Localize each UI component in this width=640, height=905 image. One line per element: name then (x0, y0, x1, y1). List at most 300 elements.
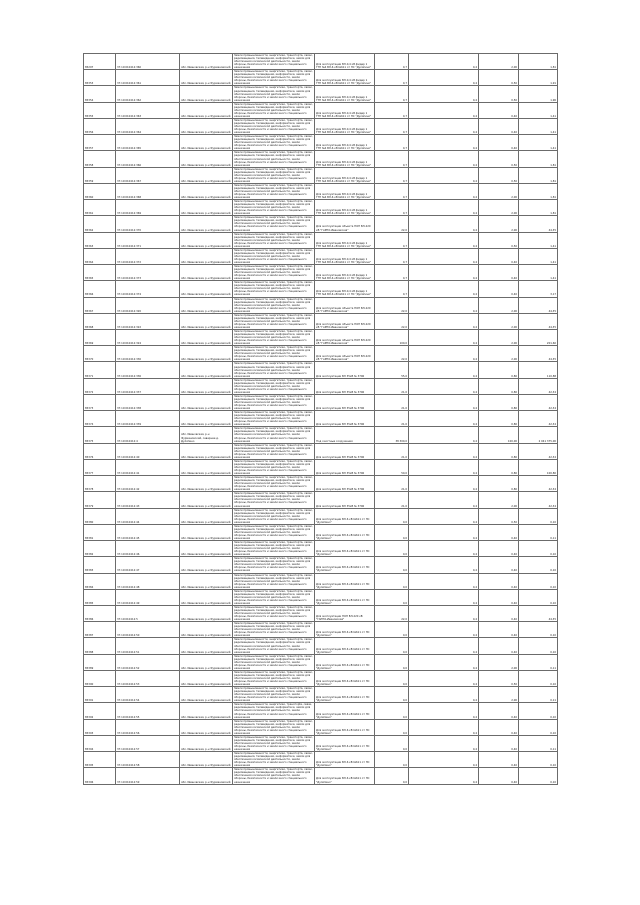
area-cell: 22,0 (375, 313, 409, 329)
rate-cell: 0,4 (409, 394, 479, 410)
coefficient-cell: 2,00 (479, 54, 519, 70)
row-number-cell: 85358 (84, 151, 116, 167)
cadastral-number-cell: 37:19:010412:372 (116, 248, 180, 264)
area-cell: 0,0 (375, 508, 409, 524)
cadastral-number-cell: 37:19:010412:363 (116, 102, 180, 118)
table-row (84, 118, 558, 134)
land-category-cell: Земли промышленности, энергетики, транспорта, связи, радиовещания, телевидения, информатики, земли для обеспечения космической деятельности, земли обороны, безопасности и земли иного специального назначения (234, 86, 313, 102)
permitted-use-cell: Для эксплуатации ВЛ-0,4 кВ фидер 1 ГТП №4 ВЛ-6 кВ №611 от ПС "Дуляпино" (315, 54, 375, 70)
permitted-use-cell: Для эксплуатации ВЛ-0,4 кВ фидер 1 ГТП №4 ВЛ-6 кВ №611 от ПС "Дуляпино" (315, 135, 375, 151)
coefficient-cell: 0,40 (479, 703, 519, 719)
amount-cell: 0,10 (519, 638, 558, 654)
table-row (84, 102, 558, 118)
amount-cell: 42,34 (519, 411, 558, 427)
coefficient-cell: 0,40 (479, 622, 519, 638)
amount-cell: 100,80 (519, 459, 558, 475)
address-cell: обл. Ивановская, р-н Фурмановский (180, 54, 233, 70)
permitted-use-cell: Для эксплуатации объекта ПОП ВЛ-220 кВ "ГАРПО-Ивановская" (315, 329, 375, 345)
area-cell: 0,7 (375, 151, 409, 167)
address-cell: обл. Ивановская, р-н Фурмановский (180, 281, 233, 297)
land-category-cell: Земли промышленности, энергетики, транспорта, связи, радиовещания, телевидения, информатики, земли для обеспечения космической деятельности, земли обороны, безопасности и земли иного специального назначения (234, 183, 313, 200)
address-cell: обл. Ивановская, р-н Фурмановский (180, 768, 233, 784)
table-row (84, 752, 558, 768)
land-category-cell: Земли промышленности, энергетики, транспорта, связи, радиовещания, телевидения, информатики, земли для обеспечения космической деятельности, земли обороны, безопасности и земли иного специального назначения (234, 752, 313, 768)
rate-cell: 0,4 (409, 670, 479, 686)
land-category-cell: Земли промышленности, энергетики, транспорта, связи, радиовещания, телевидения, информатики, земли для обеспечения космической деятельности, земли обороны, безопасности и земли иного специального назначения (234, 265, 313, 281)
permitted-use-cell: Для эксплуатации ВЛ-0,4 кВ фидер 1 ГТП №4 ВЛ-6 кВ №611 от ПС "Дуляпино" (315, 183, 375, 199)
cadastral-number-cell: 37:19:010412:49 (116, 589, 180, 605)
area-cell: 0,0 (375, 638, 409, 654)
address-cell: обл. Ивановская, р-н Фурмановский (180, 118, 233, 134)
table-row (84, 605, 558, 621)
cadastral-number-cell: 37:19:010412:362 (116, 86, 180, 102)
address-cell: обл. Ивановская, р-н Фурмановский (180, 752, 233, 768)
table-row (84, 703, 558, 719)
rate-cell: 0,4 (409, 541, 479, 557)
table-row (84, 589, 558, 605)
amount-cell: 0,10 (519, 719, 558, 735)
coefficient-cell: 0,40 (479, 768, 519, 784)
permitted-use-cell: Для эксплуатации объекта ПОП ВЛ-220 кВ "ГАРПО-Ивановская" (315, 216, 375, 232)
table-row (84, 232, 558, 248)
rate-cell: 0,4 (409, 200, 479, 216)
rate-cell: 0,4 (409, 297, 479, 313)
rate-cell: 0,4 (409, 411, 479, 427)
row-number-cell: 85361 (84, 200, 116, 216)
address-cell: обл. Ивановская, р-н Фурмановский (180, 200, 233, 216)
table-row (84, 459, 558, 475)
amount-cell: 44,35 (519, 313, 558, 329)
land-category-cell: Земли промышленности, энергетики, транспорта, связи, радиовещания, телевидения, информатики, земли для обеспечения космической деятельности, земли обороны, безопасности и земли иного специального назначения (234, 346, 313, 362)
row-number-cell: 85380 (84, 508, 116, 524)
land-category-cell: Земли промышленности, энергетики, транспорта, связи, радиовещания, телевидения, информатики, земли для обеспечения космической деятельности, земли обороны, безопасности и земли иного специального назначения (234, 735, 313, 752)
permitted-use-cell: Для эксплуатации ВЛ 35кВ № 3706 (315, 394, 375, 410)
table-row (84, 378, 558, 394)
rate-cell: 0,4 (409, 605, 479, 621)
permitted-use-cell: Для эксплуатации ВЛ-0,4 кВ фидер 1 ГТП №4 ВЛ-6 кВ №611 от ПС "Дуляпино" (315, 232, 375, 248)
area-cell: 0,0 (375, 589, 409, 605)
cadastral-number-cell: 37:19:010412:43 (116, 492, 180, 508)
cadastral-number-cell: 37:19:010412:374 (116, 281, 180, 297)
rate-cell: 0,4 (409, 443, 479, 459)
coefficient-cell: 100,00 (479, 427, 519, 443)
land-category-cell: Земли промышленности, энергетики, транспорта, связи, радиовещания, телевидения, информатики, земли для обеспечения космической деятельности, земли обороны, безопасности и земли иного специального назначения (234, 654, 313, 670)
permitted-use-cell: Для эксплуатации ВЛ-6 кВ №611 от ПС "Дуляпино" (315, 719, 375, 735)
table-row (84, 86, 558, 102)
land-category-cell: Земли промышленности, энергетики, транспорта, связи, радиовещания, телевидения, информатики, земли для обеспечения космической деятельности, земли обороны, безопасности и земли иного специального назначения (234, 378, 313, 394)
amount-cell: 1,81 (519, 183, 558, 199)
amount-cell: 44,35 (519, 216, 558, 232)
coefficient-cell: 2,00 (479, 687, 519, 703)
table-row (84, 768, 558, 784)
land-category-cell: Земли промышленности, энергетики, транспорта, связи, радиовещания, телевидения, информатики, земли для обеспечения космической деятельности, земли обороны, безопасности и земли иного специального назначения (234, 589, 313, 605)
table-row (84, 670, 558, 686)
rate-cell: 0,4 (409, 687, 479, 703)
table-row (84, 557, 558, 573)
row-number-cell: 85381 (84, 524, 116, 540)
address-cell: обл. Ивановская, р-н Фурмановский (180, 735, 233, 751)
row-number-cell: 85383 (84, 557, 116, 573)
amount-cell: 44,35 (519, 605, 558, 621)
amount-cell: 1,41 (519, 265, 558, 281)
table-row (84, 654, 558, 670)
land-category-cell: Земли промышленности, энергетики, транспорта, связи, радиовещания, телевидения, информатики, земли для обеспечения космической деятельности, земли обороны, безопасности и земли иного специального назначения (234, 768, 313, 784)
area-cell: 0,0 (375, 524, 409, 540)
row-number-cell: 85386 (84, 605, 116, 621)
land-category-cell: Земли промышленности, энергетики, транспорта, связи, радиовещания, телевидения, информатики, земли для обеспечения космической деятельности, земли обороны, безопасности и земли иного специального назначения (234, 118, 313, 135)
coefficient-cell: 2,00 (479, 329, 519, 345)
permitted-use-cell: Для эксплуатации ВЛ-0,4 кВ фидер 1 ГТП №4 ВЛ-6 кВ №611 от ПС "Дуляпино" (315, 248, 375, 264)
amount-cell: 0,10 (519, 768, 558, 784)
amount-cell: 1,96 (519, 86, 558, 102)
area-cell: 100,0 (375, 329, 409, 345)
cadastral-number-cell: 37:19:010412:46 (116, 541, 180, 557)
cadastral-number-cell: 37:19:010412:365 (116, 135, 180, 151)
row-number-cell: 85390 (84, 670, 116, 686)
permitted-use-cell: Для эксплуатации ВЛ-6 кВ №611 от ПС "Дуляпино" (315, 654, 375, 670)
cadastral-number-cell: 37:19:010412:50 (116, 622, 180, 638)
coefficient-cell: 2,00 (479, 216, 519, 232)
row-number-cell: 85355 (84, 102, 116, 118)
row-number-cell: 85385 (84, 589, 116, 605)
land-category-cell: Земли промышленности, энергетики, транспорта, связи, радиовещания, телевидения, информатики, земли для обеспечения космической деятельности, земли обороны, безопасности и земли иного специального назначения (234, 541, 313, 557)
land-category-cell: Земли промышленности, энергетики, транспорта, связи, радиовещания, телевидения, информатики, земли для обеспечения космической деятельности, земли обороны, безопасности и земли иного специального назначения (234, 508, 313, 524)
amount-cell: 42,34 (519, 443, 558, 459)
land-plots-table (83, 53, 558, 785)
address-cell: обл. Ивановская, р-н Фурмановский (180, 216, 233, 232)
rate-cell: 0,4 (409, 589, 479, 605)
cadastral-number-cell: 37:19:010412:337 (116, 378, 180, 394)
table-row (84, 492, 558, 508)
coefficient-cell: 2,00 (479, 297, 519, 313)
area-cell: 0,0 (375, 752, 409, 768)
coefficient-cell: 2,00 (479, 492, 519, 508)
land-category-cell: Земли промышленности, энергетики, транспорта, связи, радиовещания, телевидения, информатики, земли для обеспечения космической деятельности, земли обороны, безопасности и земли иного специального назначения (234, 151, 313, 167)
amount-cell: 44,35 (519, 297, 558, 313)
cadastral-number-cell: 37:19:010412:51 (116, 638, 180, 654)
land-category-cell: Земли промышленности, энергетики, транспорта, связи, радиовещания, телевидения, информатики, земли для обеспечения космической деятельности, земли обороны, безопасности и земли иного специального назначения (234, 394, 313, 411)
cadastral-number-cell: 37:19:010412:57 (116, 735, 180, 751)
area-cell: 0,0 (375, 573, 409, 589)
area-cell: 0,0 (375, 687, 409, 703)
coefficient-cell: 0,40 (479, 752, 519, 768)
rate-cell: 0,4 (409, 265, 479, 281)
amount-cell: 0,11 (519, 687, 558, 703)
coefficient-cell: 0,50 (479, 232, 519, 248)
coefficient-cell: 0,80 (479, 476, 519, 492)
cadastral-number-cell: 37:19:010412:320 (116, 297, 180, 313)
amount-cell: 0,11 (519, 654, 558, 670)
cadastral-number-cell: 37:19:010412:368 (116, 183, 180, 199)
cadastral-number-cell: 37:19:010412:47 (116, 557, 180, 573)
land-category-cell: Земли промышленности, энергетики, транспорта, связи, радиовещания, телевидения, информатики, земли для обеспечения космической деятельности, земли обороны, безопасности и земли иного специального назначения (234, 281, 313, 297)
table-row (84, 394, 558, 410)
rate-cell: 0,4 (409, 703, 479, 719)
table-row (84, 329, 558, 345)
table-row (84, 281, 558, 297)
row-number-cell: 85394 (84, 735, 116, 751)
table-row (84, 476, 558, 492)
coefficient-cell: 0,40 (479, 248, 519, 264)
coefficient-cell: 0,40 (479, 541, 519, 557)
row-number-cell: 85374 (84, 411, 116, 427)
coefficient-cell: 2,00 (479, 200, 519, 216)
row-number-cell: 85378 (84, 476, 116, 492)
cadastral-number-cell: 37:19:010412:55 (116, 703, 180, 719)
coefficient-cell: 0,80 (479, 459, 519, 475)
rate-cell: 0,4 (409, 378, 479, 394)
permitted-use-cell: Для эксплуатации ВЛ 35кВ № 3706 (315, 362, 375, 378)
row-number-cell: 85360 (84, 183, 116, 199)
coefficient-cell: 0,40 (479, 735, 519, 751)
coefficient-cell: 0,40 (479, 102, 519, 118)
rate-cell: 0,4 (409, 118, 479, 134)
permitted-use-cell: Для эксплуатации ВЛ 35кВ № 3706 (315, 378, 375, 394)
cadastral-number-cell: 37:19:010412:56 (116, 719, 180, 735)
cadastral-number-cell: 37:19:010412:361 (116, 70, 180, 86)
rate-cell: 0,4 (409, 313, 479, 329)
area-cell: 0,7 (375, 183, 409, 199)
row-number-cell: 85382 (84, 541, 116, 557)
area-cell: 22,0 (375, 216, 409, 232)
row-number-cell: 85376 (84, 443, 116, 459)
rate-cell: 0,4 (409, 167, 479, 183)
cadastral-number-cell: 37:19:010412:364 (116, 118, 180, 134)
rate-cell: 0,4 (409, 557, 479, 573)
land-category-cell: Земли промышленности, энергетики, транспорта, связи, радиовещания, телевидения, информатики, земли для обеспечения космической деятельности, земли обороны, безопасности и земли иного специального назначения (234, 670, 313, 687)
cadastral-number-cell: 37:19:010412:40 (116, 443, 180, 459)
coefficient-cell: 0,80 (479, 378, 519, 394)
coefficient-cell: 0,40 (479, 605, 519, 621)
amount-cell: 0,10 (519, 557, 558, 573)
row-number-cell: 85379 (84, 492, 116, 508)
row-number-cell: 85368 (84, 313, 116, 329)
area-cell: 0,7 (375, 281, 409, 297)
cadastral-number-cell: 37:19:010412:5 (116, 605, 180, 621)
rate-cell: 0,4 (409, 735, 479, 751)
table-row (84, 508, 558, 524)
address-cell: обл. Ивановская, р-н Фурмановский (180, 476, 233, 492)
permitted-use-cell: Для эксплуатации ВЛ-0,4 кВ фидер 1 ГТП №4 ВЛ-6 кВ №611 от ПС "Дуляпино" (315, 70, 375, 86)
row-number-cell: 85297 (84, 54, 116, 70)
rate-cell: 0,4 (409, 248, 479, 264)
address-cell: обл. Ивановская, р-н Фурмановский (180, 557, 233, 573)
rate-cell: 0,4 (409, 102, 479, 118)
area-cell: 22,0 (375, 346, 409, 362)
address-cell: обл. Ивановская, р-н Фурмановский (180, 670, 233, 686)
row-number-cell: 85371 (84, 362, 116, 378)
address-cell: обл. Ивановская, р-н Фурмановский (180, 508, 233, 524)
address-cell: обл. Ивановская, р-н Фурмановский (180, 86, 233, 102)
cadastral-number-cell: 37:19:010412:42 (116, 476, 180, 492)
amount-cell: 110,88 (519, 362, 558, 378)
coefficient-cell: 0,50 (479, 86, 519, 102)
cadastral-number-cell: 37:19:010412:48 (116, 573, 180, 589)
area-cell: 21,0 (375, 443, 409, 459)
table-row (84, 541, 558, 557)
table-row (84, 735, 558, 751)
rate-cell: 0,4 (409, 768, 479, 784)
permitted-use-cell: Для эксплуатации ВЛ-6 кВ №611 от ПС "Дуляпино" (315, 752, 375, 768)
amount-cell: 1,41 (519, 118, 558, 134)
permitted-use-cell: Для эксплуатации ВЛ-6 кВ №611 от ПС "Дуляпино" (315, 735, 375, 751)
address-cell: обл. Ивановская, р-н Фурмановский (180, 167, 233, 183)
land-category-cell: Земли промышленности, энергетики, транспорта, связи, радиовещания, телевидения, информатики, земли для обеспечения космической деятельности, земли обороны, безопасности и земли иного специального назначения (234, 411, 313, 427)
row-number-cell: 85387 (84, 622, 116, 638)
area-cell: 55,0 (375, 362, 409, 378)
amount-cell: 1,41 (519, 102, 558, 118)
area-cell: 0,0 (375, 541, 409, 557)
permitted-use-cell: Для эксплуатации ВЛ-6 кВ №611 от ПС "Дуляпино" (315, 622, 375, 638)
coefficient-cell: 0,40 (479, 638, 519, 654)
amount-cell: 1,81 (519, 54, 558, 70)
cadastral-number-cell: 37:19:010412:53 (116, 670, 180, 686)
cadastral-number-cell: 37:19:010412:373 (116, 265, 180, 281)
cadastral-number-cell: 37:19:010412:367 (116, 167, 180, 183)
address-cell: обл. Ивановская, р-н Фурмановский (180, 703, 233, 719)
row-number-cell: 85364 (84, 248, 116, 264)
coefficient-cell: 0,50 (479, 508, 519, 524)
rate-cell: 0,4 (409, 329, 479, 345)
rate-cell: 0,4 (409, 86, 479, 102)
amount-cell: 1,41 (519, 248, 558, 264)
coefficient-cell: 2,00 (479, 346, 519, 362)
area-cell: 0,7 (375, 135, 409, 151)
cadastral-number-cell: 37:19:010412:59 (116, 768, 180, 784)
table-row (84, 216, 558, 232)
rate-cell: 0,4 (409, 232, 479, 248)
amount-cell: 42,34 (519, 476, 558, 492)
permitted-use-cell: Для эксплуатации ВЛ-6 кВ №611 от ПС "Дуляпино" (315, 589, 375, 605)
amount-cell: 0,11 (519, 735, 558, 751)
land-category-cell: Земли промышленности, энергетики, транспорта, связи, радиовещания, телевидения, информатики, земли для обеспечения космической деятельности, земли обороны, безопасности и земли иного специального назначения (234, 135, 313, 151)
amount-cell: 0,10 (519, 752, 558, 768)
address-cell: обл. Ивановская, р-н Фурмановский (180, 394, 233, 410)
address-cell: обл. Ивановская, р-н Фурмановский (180, 638, 233, 654)
cadastral-number-cell: 37:19:010412:45 (116, 524, 180, 540)
permitted-use-cell: Для эксплуатации ПОП ВЛ-220 кВ "ГАРПО-Ивановская" (315, 605, 375, 621)
land-category-cell: Земли промышленности, энергетики, транспорта, связи, радиовещания, телевидения, информатики, земли для обеспечения космической деятельности, земли обороны, безопасности и земли иного специального назначения (234, 459, 313, 476)
table-row (84, 573, 558, 589)
permitted-use-cell: Для эксплуатации ВЛ-6 кВ №611 от ПС "Дуляпино" (315, 687, 375, 703)
amount-cell: 0,11 (519, 524, 558, 540)
cadastral-number-cell: 37:19:010412:336 (116, 362, 180, 378)
land-category-cell: Земли промышленности, энергетики, транспорta, связи, радиовещания, телевидения, информатики, земли для обеспечения космической деятельности, земли обороны, безопасности и земли иного специального назначения (233, 703, 315, 719)
permitted-use-cell: Для эксплуатации объекта ПОП ВЛ-220 кВ "ГАРПО-Ивановская" (315, 297, 375, 313)
table-row (84, 265, 558, 281)
area-cell: 38 300,0 (375, 427, 409, 443)
coefficient-cell: 2,00 (479, 183, 519, 199)
cadastral-number-cell: 37:19:010412:324 (116, 329, 180, 345)
land-category-cell: Земли промышленности, энергетики, транспорта, связи, радиовещания, телевидения, информатики, земли для обеспечения космической деятельности, земли обороны, безопасности и земли иного специального назначения (234, 248, 313, 264)
amount-cell: 0,10 (519, 703, 558, 719)
table-row (84, 622, 558, 638)
amount-cell: 0,10 (519, 589, 558, 605)
amount-cell: 201,60 (519, 329, 558, 345)
coefficient-cell: 0,80 (479, 443, 519, 459)
land-category-cell: Земли промышленности, энергетики, транспорта, связи, радиовещания, телевидения, информатики, земли для обеспечения космической деятельности, земли обороны, безопасности и земли иного специального назначения (234, 427, 313, 443)
rate-cell: 0,4 (409, 508, 479, 524)
address-cell: обл. Ивановская, р-н Фурмановский (180, 313, 233, 329)
document-page (83, 53, 557, 785)
rate-cell: 0,4 (409, 638, 479, 654)
cadastral-number-cell: 37:19:010412:322 (116, 313, 180, 329)
row-number-cell: 85388 (84, 638, 116, 654)
amount-cell: 1,81 (519, 151, 558, 167)
cadastral-number-cell: 37:19:010412:370 (116, 216, 180, 232)
land-category-cell: Земли промышленности, энергетики, транспорта, связи, радиовещания, телевидения, информатики, земли для обеспечения космической деятельности, земли обороны, безопасности и земли иного специального назначения (234, 476, 313, 492)
table-row (84, 297, 558, 313)
land-category-cell: Земли промышленности, энергетики, транспорта, связи, радиовещания, телевидения, информатики, земли для обеспечения космической деятельности, земли обороны, безопасности и земли иного специального назначения (234, 524, 313, 540)
address-cell: обл. Ивановская, р-н Фурмановский (180, 378, 233, 394)
address-cell: обл. Ивановская, р-н Фурмановский (180, 622, 233, 638)
coefficient-cell: 0,50 (479, 70, 519, 86)
table-row (84, 638, 558, 654)
address-cell: обл. Ивановская, р-н Фурмановский (180, 459, 233, 475)
table-row (84, 346, 558, 362)
land-category-cell: Земли промышленности, энергетики, транспорта, связи, радиовещания, телевидения, информатики, земли для обеспечения космической деятельности, земли обороны, безопасности и земли иного специального назначения (234, 329, 313, 346)
area-cell: 0,0 (375, 557, 409, 573)
area-cell: 0,7 (375, 248, 409, 264)
row-number-cell: 85377 (84, 459, 116, 475)
row-number-cell: 85356 (84, 118, 116, 134)
permitted-use-cell: Для эксплуатации ВЛ-0,4 кВ фидер 1 ГТП №4 ВЛ-6 кВ №611 от ПС "Дуляпино" (315, 265, 375, 281)
cadastral-number-cell: 37:19:010412:366 (116, 151, 180, 167)
permitted-use-cell: Для эксплуатации ВЛ 35кВ № 3706 (315, 492, 375, 508)
row-number-cell: 85372 (84, 378, 116, 394)
amount-cell: 1,81 (519, 200, 558, 216)
coefficient-cell: 0,50 (479, 151, 519, 167)
land-category-cell: Земли промышленности, энергетики, транспорта, связи, радиовещания, телевидения, информатики, земли для обеспечения космической деятельности, земли обороны, безопасности и земли иного специального назначения (234, 573, 313, 589)
address-cell: обл. Ивановская, р-н Фурмановский (180, 541, 233, 557)
land-category-cell: Земли промышленности, энергетики, транспорта, связи, радиовещания, телевидения, информатики, земли для обеспечения космической деятельности, земли обороны, безопасности и земли иного специального назначения (234, 557, 313, 573)
amount-cell: 44,35 (519, 346, 558, 362)
table-row (84, 443, 558, 459)
address-cell: обл. Ивановская, р-н Фурмановский (180, 687, 233, 703)
row-number-cell: 85365 (84, 265, 116, 281)
coefficient-cell: 2,00 (479, 313, 519, 329)
permitted-use-cell: Для эксплуатации ВЛ-0,4 кВ фидер 1 ГТП №4 ВЛ-6 кВ №611 от ПС "Дуляпино" (315, 102, 375, 118)
address-cell: обл. Ивановская, р-н Фурмановский (180, 151, 233, 167)
address-cell: обл. Ивановская, р-н Фурмановский (180, 248, 233, 264)
table-row (84, 151, 558, 167)
table-row (84, 183, 558, 199)
permitted-use-cell: Для эксплуатации ВЛ-0,4 кВ фидер 1 ГТП №4 ВЛ-6 кВ №611 от ПС "Дуляпино" (315, 167, 375, 183)
amount-cell: 0,10 (519, 670, 558, 686)
row-number-cell: 85359 (84, 167, 116, 183)
permitted-use-cell: Для эксплуатации ВЛ-6 кВ №611 от ПС "Дуляпино" (315, 768, 375, 784)
permitted-use-cell: Для эксплуатации объекта ПОП ВЛ-220 кВ "ГАРПО-Ивановская" (315, 313, 375, 329)
row-number-cell: 85370 (84, 346, 116, 362)
area-cell: 21,0 (375, 378, 409, 394)
address-cell: обл. Ивановская, р-н Фурмановский (180, 232, 233, 248)
row-number-cell: 85354 (84, 86, 116, 102)
cadastral-number-cell: 37:19:010412:339 (116, 411, 180, 427)
rate-cell: 0,4 (409, 216, 479, 232)
permitted-use-cell: Под очистные сооружения (315, 427, 375, 443)
table-row (84, 54, 558, 70)
amount-cell: 0,10 (519, 541, 558, 557)
row-number-cell: 85357 (84, 135, 116, 151)
area-cell: 21,0 (375, 394, 409, 410)
address-cell: обл. Ивановская, р-н Фурмановский (180, 265, 233, 281)
row-number-cell: 85373 (84, 394, 116, 410)
permitted-use-cell: Для эксплуатации ВЛ-6 кВ №611 от ПС "Дуляпино" (315, 703, 375, 719)
row-number-cell: 85375 (84, 427, 116, 443)
permitted-use-cell: Для эксплуатации ВЛ-6 кВ №611 от ПС "Дуляпино" (315, 670, 375, 686)
row-number-cell: 85396 (84, 768, 116, 784)
table-row (84, 135, 558, 151)
